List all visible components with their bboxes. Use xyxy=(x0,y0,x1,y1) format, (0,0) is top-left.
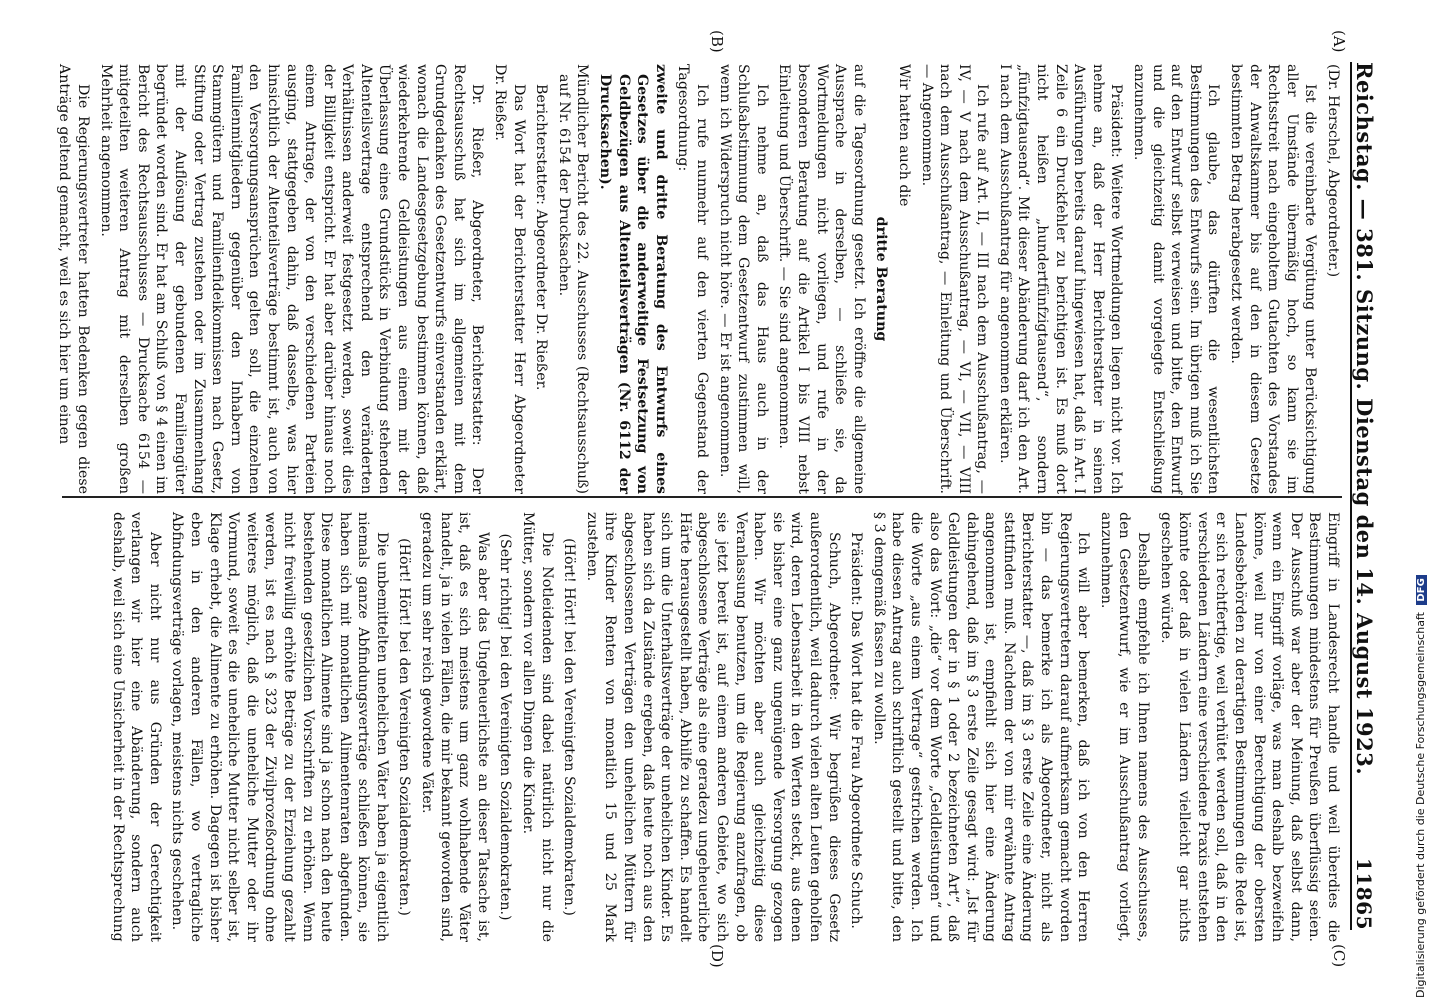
paragraph: Präsident: Das Wort hat die Frau Abgeordnete Schuch. xyxy=(848,532,865,929)
paragraph: Deshalb empfehle ich Ihnen namens des Ausschusses, den Gesetzentwurf, wie er im Ausschußantrag vorliegt, anzunehmen. xyxy=(1097,512,1152,942)
paragraph: Mündlicher Bericht des 22. Ausschusses (Rechtsausschuß) auf Nr. 6154 der Drucksachen. xyxy=(555,64,591,494)
digitization-text: Digitalisierung gefördert durch die Deutsche Forschungsgemeinschaft xyxy=(1414,612,1427,998)
paragraph: Präsident: Weitere Wortmeldungen liegen nicht vor. Ich nehme an, daß der Herr Berichterstatter in seinen Ausführungen bereits darauf hingewiesen hat, daß in Art. I Zeile 6 ein Druckfehler zu berichtigen ist. Es muß dort nicht heißen „hundertfünfzigtausend“, sondern „fünfzigtausend“. Mit dieser Abänderung darf ich den Art. I nach dem Ausschußantrag für angenommen erklären. xyxy=(996,64,1125,494)
paragraph: Die Notleidenden sind dabei natürlich nicht nur die Mütter, sondern vor allen Dingen die Kinder. xyxy=(520,512,555,942)
paragraph: Dr. Rießer, Abgeordneter, Berichterstatter: Der Rechtsausschuß hat sich im allgemeinen mit dem Grundgedanken des Gesetzentwurfs einverstanden erklärt, wonach die Landesgesetzgebung bestimmen können, daß wiederkehrende Geldleistungen aus einem mit der Überlassung eines Grundstücks in Verbindung stehenden Altenteilsvertrage entsprechend den veränderten Verhältnissen anderweit festgesetzt werden, soweit dies der Billigkeit entspricht. Er hat aber darüber hinaus noch einem Antrage, der von den verschiedenen Parteien ausging, stattgegeben dahin, daß dasselbe, was hier hinsichtlich der Altenteilsverträge bestimmt ist, auch von den Versorgungsansprüchen gelten soll, die einzelnen Familienmitgliedern gegenüber den Inhabern von Stammgütern und Familienfideikommissen nach Gesetz, Stiftung oder Vertrag zustehen oder im Zusammenhang mit der Auflösung der gebundenen Familiengüter begründet worden sind. Er hat am Schluß von § 4 einen im Bericht des Rechtsausschusses — Drucksache 6154 — mitgeteilten weiteren Antrag mit derselben großen Mehrheit angenommen. xyxy=(97,64,486,494)
page-header xyxy=(1350,62,1394,930)
paragraph: Das Wort hat der Berichterstatter Herr Abgeordneter Dr. Rießer. xyxy=(492,64,527,494)
paragraph: (Hört! Hört! bei den Vereinigten Sozialdemokraten.) xyxy=(561,538,578,916)
paragraph: Die unbemittelten unehelichen Väter haben ja eigentlich niemals ganze Abfindungsverträge schließen können, sie haben sich mit monatlichen Alimentenraten abgefunden. Diese monatlichen Alimente sind ja schon nach den heute bestehenden gesetzlichen Vorschriften zu erhöhen. Wenn nicht freiwillig erhöhte Beträge zu der Erziehung gezahlt werden, ist es nach § 323 der Zivilprozeßordnung ohne weiteres möglich, daß die uneheliche Mutter oder ihr Vormund, soweit es die uneheliche Mutter nicht selber ist, Klage erhebt, die Alimente zu erhöhen. Dagegen ist bisher eben in den anderen Fällen, wo vertragliche Abfindungsverträge vorlagen, meistens nichts geschehen. xyxy=(169,512,390,942)
paragraph: zweite und dritte Beratung des Entwurfs eines Gesetzes über die anderweitige Festsetzung von Geldbezügen aus Altenteilsverträgen (Nr. 6112 der Drucksachen). xyxy=(597,64,669,494)
paragraph: Ich glaube, das dürften die wesentlichsten Bestimmungen des Entwurfs sein. Im übrigen muß ich Sie auf den Entwurf selbst verweisen und bitte, den Entwurf und die gleichzeitig damit vorgelegte Entschließung anzunehmen. xyxy=(1131,64,1222,494)
paragraph: Wir hatten auch die xyxy=(895,64,912,207)
paragraph: Ist die vereinbarte Vergütung unter Berücksichtigung aller Umstände übermäßig hoch, so kann sie im Rechtsstreit nach eingeholtem Gutachten des Vorstandes der Anwaltskammer bis auf den in diesem Gesetze bestimmten Betrag herabgesetzt werden. xyxy=(1228,64,1319,494)
paragraph: Aber nicht nur aus Gründen der Gerechtigkeit verlangen wir hier eine Abänderung, sondern auch deshalb, weil sich eine Unsicherheit in der Rechtsprechung xyxy=(109,512,163,942)
paragraph: Ich rufe auf Art. II, — III nach dem Ausschußantrag, — IV, — V nach dem Ausschußantrag, — VI, — VII, — VIII nach dem Ausschußantrag, — Einleitung und Überschrift. — Angenommen. xyxy=(918,64,991,494)
margin-label-c: (C) xyxy=(1330,944,1348,968)
paragraph: Ich nehme an, daß das Haus auch in der Schlußabstimmung dem Gesetzentwurf zustimmen will, wenn ich Widerspruch nicht höre. — Er ist angenommen. xyxy=(716,64,770,494)
paragraph: Ich rufe nunmehr auf den vierten Gegenstand der Tagesordnung: xyxy=(675,64,710,494)
paragraph: Schuch, Abgeordnete: Wir begrüßen dieses Gesetz außerordentlich, weil dadurch vielen alten Leuten geholfen wird, deren Lebensarbeit in den Werten steckt, aus denen sie bisher eine ganz ungenügende Versorgung gezogen haben. Wir möchten aber auch gleichzeitig diese Veranlassung benutzen, um die Regierung anzufragen, ob sie jetzt bereit ist, auf einem anderen Gebiete, wo sich abgeschlossene Verträge als eine geradezu ungeheuerliche Härte herausgestellt haben, Abhilfe zu schaffen. Es handelt sich um die Unterhaltsverträge der unehelichen Kinder. Es haben sich da Zustände ergeben, daß heute noch aus den abgeschlossenen Verträgen den unehelichen Müttern für ihre Kinder Renten von monatlich 15 und 25 Mark zustehen. xyxy=(583,512,842,942)
paragraph: Die Regierungsvertreter hatten Bedenken gegen diese Anträge geltend gemacht, weil es sich hier um einen xyxy=(56,64,91,494)
margin-label-d: (D) xyxy=(708,944,726,968)
paragraph: dritte Beratung xyxy=(873,216,890,342)
digitization-note xyxy=(1414,575,1427,998)
paragraph: (Dr. Herschel, Abgeordneter.) xyxy=(1325,64,1341,278)
paragraph: Berichterstatter: Abgeordneter Dr. Rießer. xyxy=(533,84,550,391)
column-divider xyxy=(62,496,1342,498)
margin-label-a: (A) xyxy=(1330,30,1348,53)
page-number: 11865 xyxy=(1352,857,1376,930)
left-text-column xyxy=(51,64,1342,494)
paragraph: Ich will aber bemerken, daß ich von den Herren Regierungsvertretern darauf aufmerksam gemacht worden bin — das bemerke ich als Abgeordneter, nicht als Berichterstatter —, daß im § 3 erste Zeile eine Änderung stattfinden muß. Nachdem der von mir erwähnte Antrag angenommen ist, empfiehlt sich hier eine Änderung dahingehend, daß im § 3 erste Zeile gesagt wird: „Ist für Geldleistungen der in § 1 oder 2 bezeichneten Art“, daß also das Wort: „die“ vor dem Worte „Geldleistungen“ und die Worte „aus einem Vertrage“ gestrichen werden. Ich habe diesen Antrag auch schriftlich gestellt und bitte, den § 3 demgemäß fassen zu wollen. xyxy=(870,512,1092,942)
margin-label-b: (B) xyxy=(708,30,726,53)
dfg-logo: DFG xyxy=(1416,575,1427,604)
paragraph: (Sehr richtig! bei den Vereinigten Sozialdemokraten.) xyxy=(497,533,514,921)
paragraph: (Hört! Hört! bei den Vereinigten Sozialdemokraten.) xyxy=(396,538,413,916)
paragraph: auf die Tagesordnung gesetzt. Ich eröffne die allgemeine Aussprache in derselben, — schließe sie, da Wortmeldungen nicht vorliegen, und rufe in der besonderen Beratung auf die Artikel I bis VIII nebst Einleitung und Überschrift. — Sie sind angenommen. xyxy=(776,64,867,494)
header-title: Reichstag. — 381. Sitzung. Dienstag den 14. August 1923. xyxy=(1352,62,1377,776)
paragraph: Eingriff in Landesrecht handle und weil überdies die Bestimmungen mindestens für Preußen überflüssig seien. Der Ausschuß war aber der Meinung, daß selbst dann, wenn ein Eingriff vorläge, was man deshalb bezweifeln könne, weil nur von einer Berechtigung der obersten Landesbehörden zu derartigen Bestimmungen die Rede ist, er sich rechtfertige, weil verhütet werden soll, daß in den verschiedenen Ländern eine verschiedene Praxis entstehen könnte oder daß in vielen Ländern vielleicht gar nichts geschehen würde. xyxy=(1157,512,1341,942)
paragraph: Was aber das Ungeheuerlichste an dieser Tatsache ist, ist, daß es sich meistens um ganz wohlhabende Väter handelt, ja in vielen Fällen, die mir bekannt geworden sind, geradezu um sehr reich gewordene Väter. xyxy=(419,512,491,942)
right-text-column xyxy=(104,512,1342,942)
